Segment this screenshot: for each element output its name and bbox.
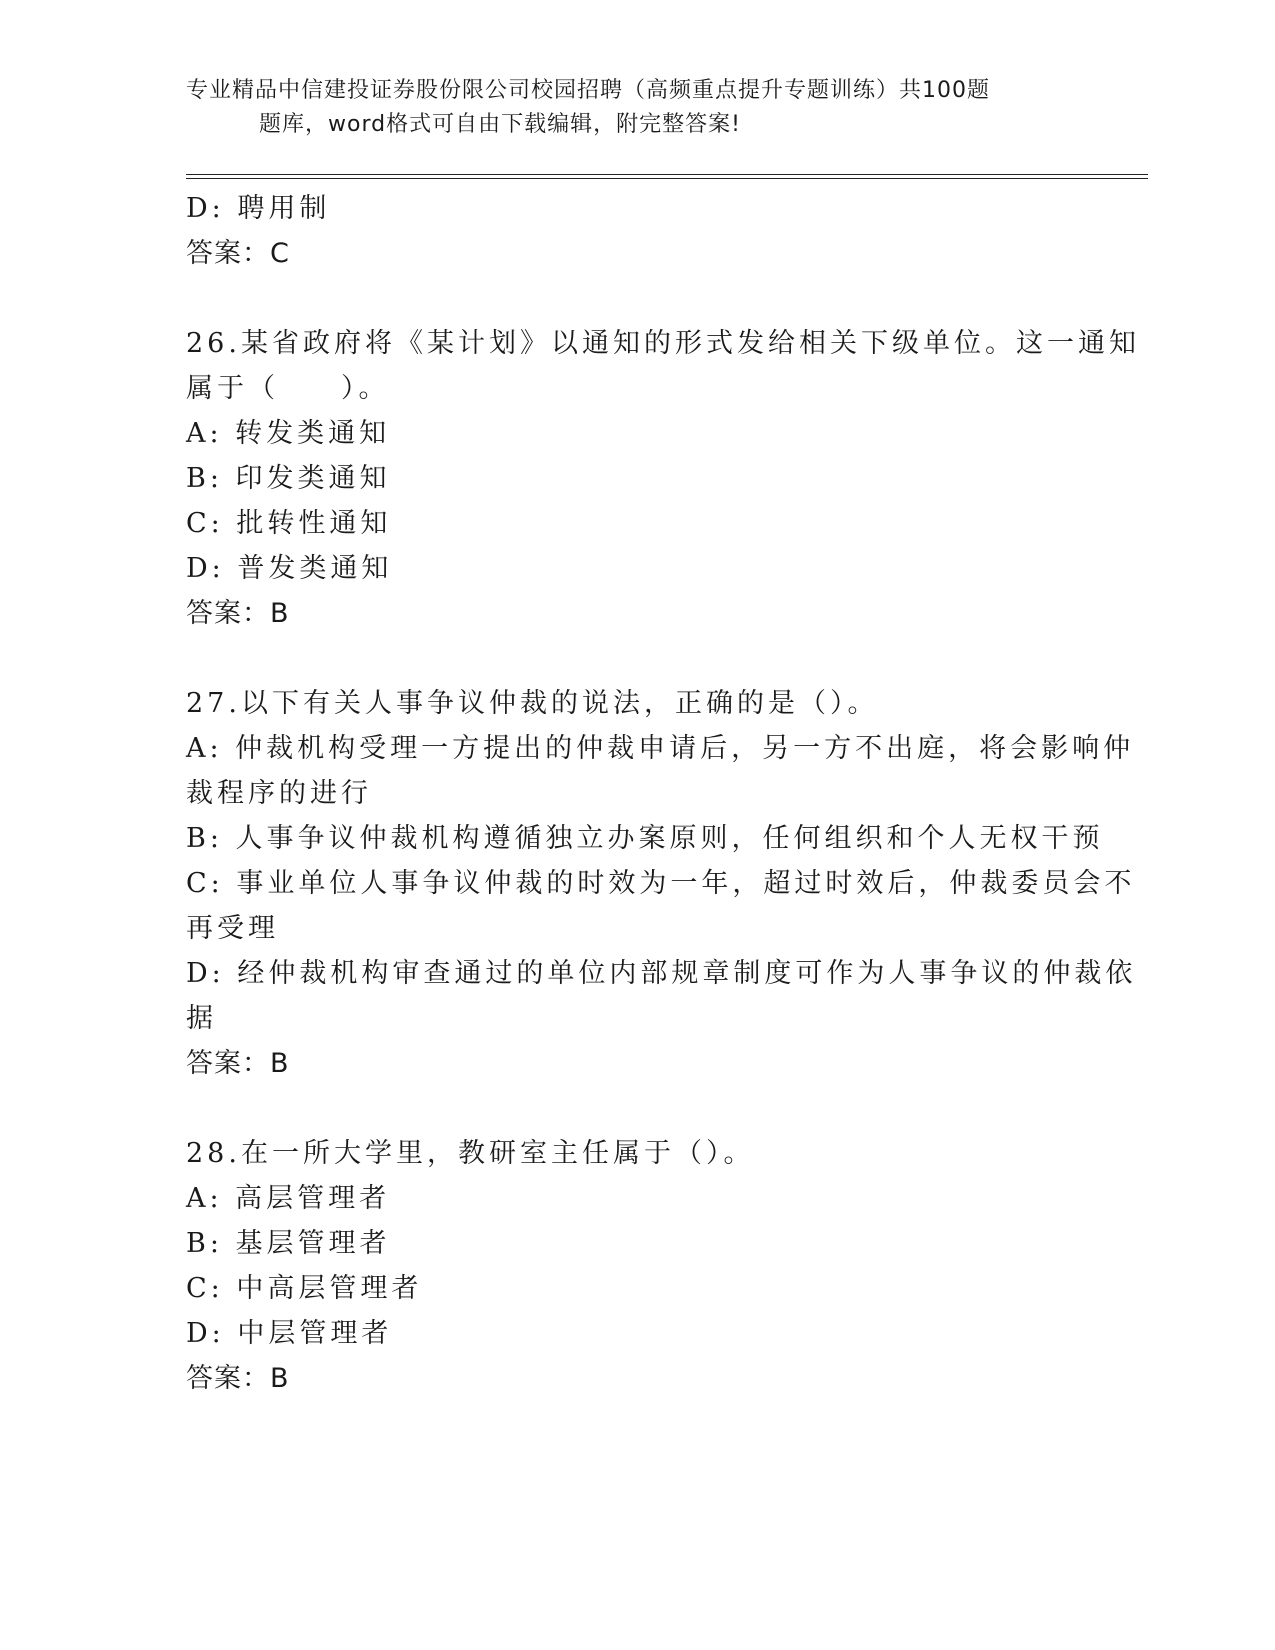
option-d-cont: 据 (186, 1003, 217, 1034)
option-c: C: 事业单位人事争议仲裁的时效为一年，超过时效后，仲裁委员会不 (186, 868, 1136, 899)
option-d: D: 中层管理者 (186, 1318, 393, 1349)
question-26 (186, 321, 1140, 636)
option-b: B: 印发类通知 (186, 463, 391, 494)
question-text: 属于（ ）。 (186, 373, 390, 404)
document-header (186, 74, 1086, 142)
answer-line: 答案：C (186, 238, 290, 269)
option-a: A: 高层管理者 (186, 1183, 391, 1214)
header-line-2: 题库，word格式可自由下载编辑，附完整答案! (259, 112, 741, 137)
header-rule-bottom (186, 178, 1148, 179)
option-d: D: 经仲裁机构审查通过的单位内部规章制度可作为人事争议的仲裁依 (186, 958, 1137, 989)
question-text: 26.某省政府将《某计划》以通知的形式发给相关下级单位。这一通知 (186, 328, 1140, 359)
header-rule-top (186, 174, 1148, 175)
option-c: C: 批转性通知 (186, 508, 392, 539)
question-text: 27.以下有关人事争议仲裁的说法，正确的是（）。 (186, 688, 879, 719)
question-27 (186, 681, 1137, 1086)
option-d: D: 普发类通知 (186, 553, 393, 584)
question-content (186, 186, 1140, 1401)
option-b: B: 人事争议仲裁机构遵循独立办案原则，任何组织和个人无权干预 (186, 823, 1104, 854)
option-a-cont: 裁程序的进行 (186, 778, 372, 809)
option-d: D: 聘用制 (186, 193, 331, 224)
header-line-1: 专业精品中信建投证券股份限公司校园招聘（高频重点提升专题训练）共100题 (186, 78, 990, 103)
answer-line: 答案：B (186, 598, 290, 629)
answer-line: 答案：B (186, 1048, 290, 1079)
option-a: A: 转发类通知 (186, 418, 391, 449)
option-c-cont: 再受理 (186, 913, 279, 944)
option-c: C: 中高层管理者 (186, 1273, 423, 1304)
question-28 (186, 1131, 1086, 1401)
option-a: A: 仲裁机构受理一方提出的仲裁申请后，另一方不出庭，将会影响仲 (186, 733, 1135, 764)
option-b: B: 基层管理者 (186, 1228, 391, 1259)
question-text: 28.在一所大学里，教研室主任属于（）。 (186, 1138, 755, 1169)
answer-line: 答案：B (186, 1363, 290, 1394)
